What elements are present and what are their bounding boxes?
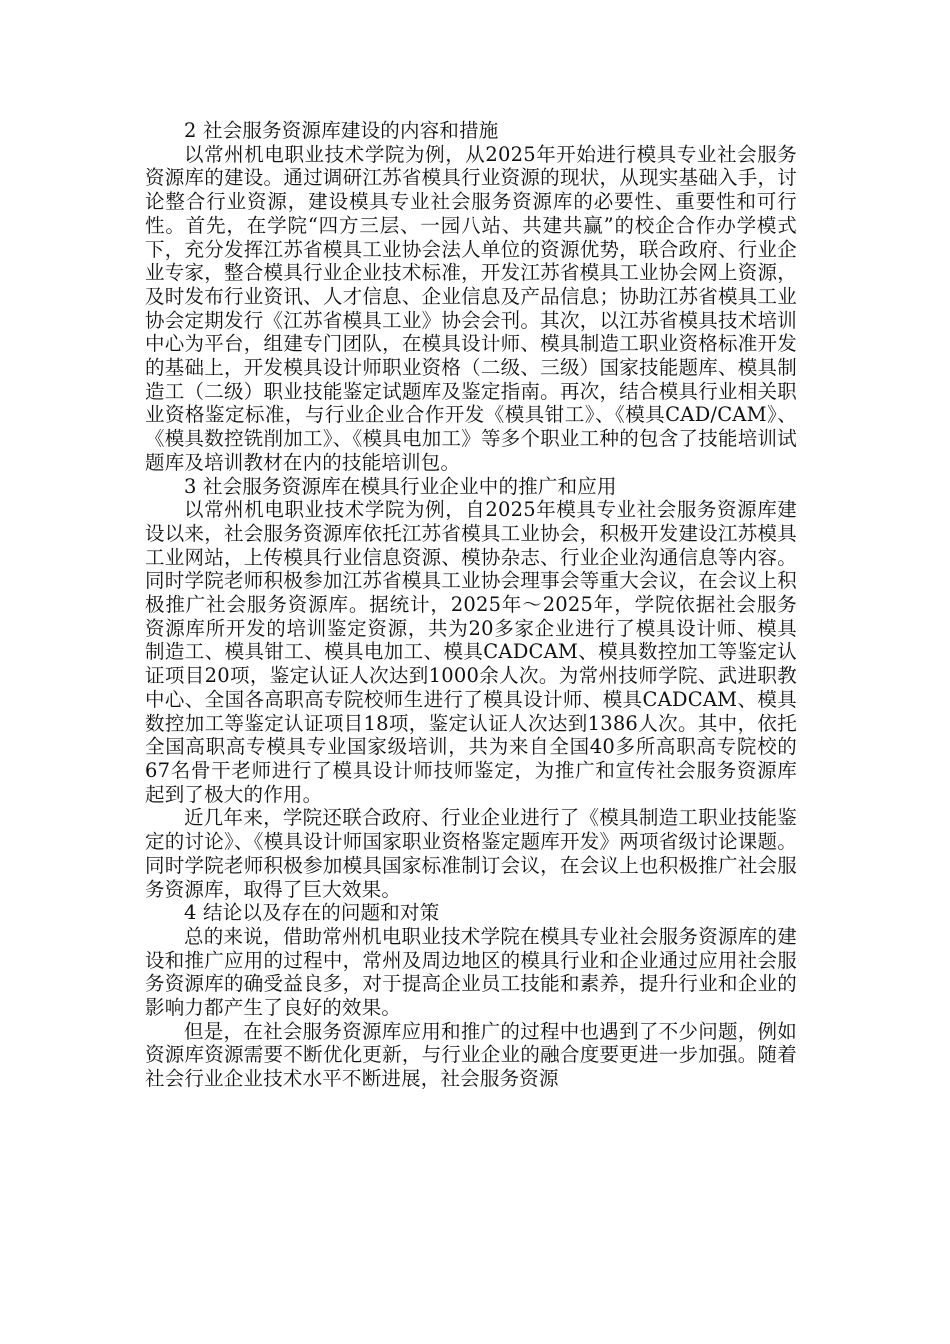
body-paragraph: 但是，在社会服务资源库应用和推广的过程中也遇到了不少问题，例如资源库资源需要不断优化更新，与行业企业的融合度要更进一步加强。随着社会行业企业技术水平不断进展，社会服务资源: [145, 1019, 797, 1091]
section-heading-3: 3 社会服务资源库在模具行业企业中的推广和应用: [184, 474, 617, 498]
body-paragraph: 总的来说，借助常州机电职业技术学院在模具专业社会服务资源库的建设和推广应用的过程中，常州及周边地区的模具行业和企业通过应用社会服务资源库的确受益良多，对于提高企业员工技能和素养，提升行业和企业的影响力都产生了良好的效果。: [145, 924, 797, 1020]
section-heading-2: 2 社会服务资源库建设的内容和措施: [184, 119, 499, 142]
body-paragraph: 近几年来，学院还联合政府、行业企业进行了《模具制造工职业技能鉴定的讨论》、《模具设计师国家职业资格鉴定题库开发》两项省级讨论课题。同时学院老师积极参加模具国家标准制订会议，在会议上也积极推广社会服务资源库，取得了巨大效果。: [145, 806, 797, 901]
body-paragraph: 以常州机电职业技术学院为例，从2025年开始进行模具专业社会服务资源库的建设。通过调研江苏省模具行业资源的现状，从现实基础入手，讨论整合行业资源，建设模具专业社会服务资源库的必要性、重要性和可行性。首先，在学院“四方三层、一园八站、共建共赢”的校企合作办学模式下，充分发挥江苏省模具工业协会法人单位的资源优势，联合政府、行业企业专家，整合模具行业企业技术标准，开发江苏省模具工业协会网上资源，及时发布行业资讯、人才信息、企业信息及产品信息；协助江苏省模具工业协会定期发行《江苏省模具工业》协会会刊。其次，以江苏省模具技术培训中心为平台，组建专门团队，在模具设计师、模具制造工职业资格标准开发的基础上，开发模具设计师职业资格（二级、三级）国家技能题库、模具制造工（二级）职业技能鉴定试题库及鉴定指南。再次，结合模具行业相关职业资格鉴定标准，与行业企业合作开发《模具钳工》、《模具CAD/CAM》、《模具数控铣削加工》、《模具电加工》等多个职业工种的包含了技能培训试题库及培训教材在内的技能培训包。: [145, 142, 797, 474]
body-paragraph: 以常州机电职业技术学院为例，自2025年模具专业社会服务资源库建设以来，社会服务资源库依托江苏省模具工业协会，积极开发建设江苏模具工业网站，上传模具行业信息资源、模协杂志、行业企业沟通信息等内容。同时学院老师积极参加江苏省模具工业协会理事会等重大会议，在会议上积极推广社会服务资源库。据统计，2025年～2025年，学院依据社会服务资源库所开发的培训鉴定资源，共为20多家企业进行了模具设计师、模具制造工、模具钳工、模具电加工、模具CADCAM、模具数控加工等鉴定认证项目20项，鉴定认证人次达到1000余人次。为常州技师学院、武进职教中心、全国各高职高专院校师生进行了模具设计师、模具CADCAM、模具数控加工等鉴定认证项目18项，鉴定认证人次达到1386人次。其中，依托全国高职高专模具专业国家级培训，共为来自全国40多所高职高专院校的67名骨干老师进行了模具设计师技师鉴定，为推广和宣传社会服务资源库起到了极大的作用。: [145, 498, 797, 806]
section-heading-4: 4 结论以及存在的问题和对策: [184, 901, 440, 925]
document-body: [145, 119, 797, 1091]
